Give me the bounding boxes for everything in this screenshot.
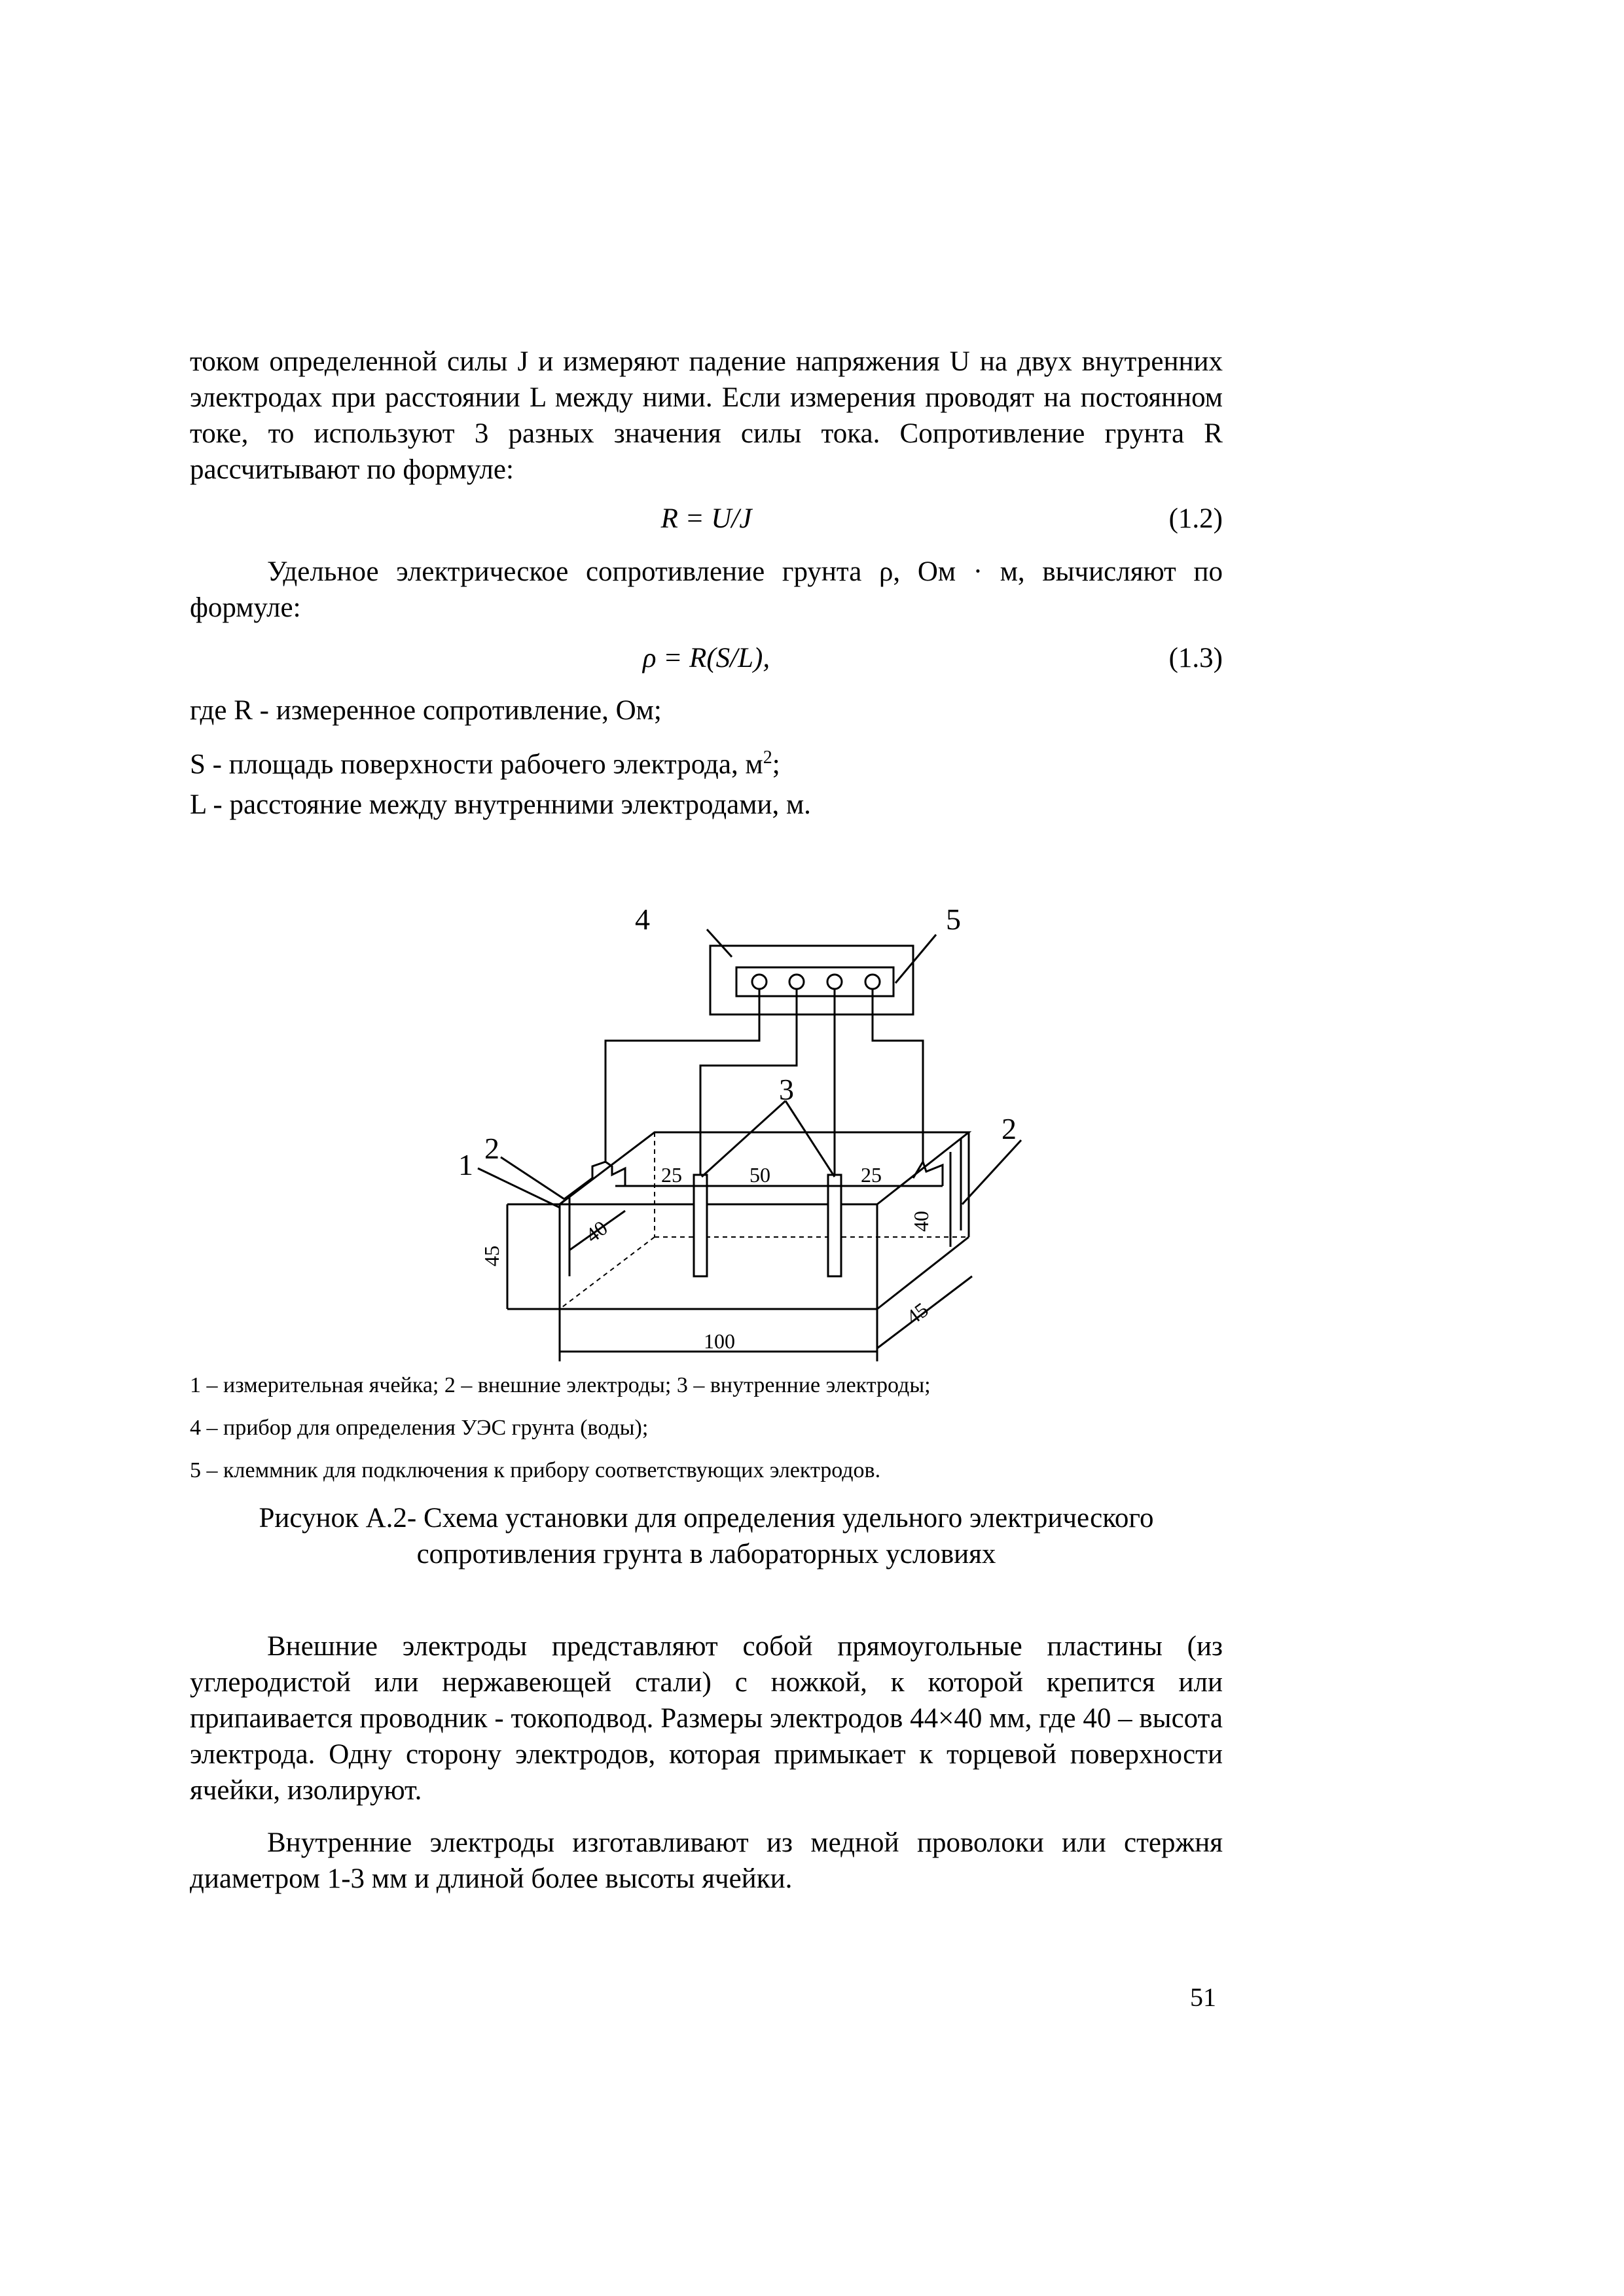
paragraph-inner-electrodes: Внутренние электроды изготавливают из медной проволоки или стержня диаметром 1-3 мм и длиной более высоты ячейки.	[190, 1827, 1223, 1894]
label-3: 3	[779, 1073, 794, 1106]
dim-25-left: 25	[661, 1163, 682, 1187]
formula-resistance-number: (1.2)	[1168, 503, 1223, 534]
formula-resistivity-number: (1.3)	[1168, 643, 1223, 673]
definition-s: S - площадь поверхности рабочего электрода, $м^2$;	[190, 747, 780, 780]
inner-electrode-right	[828, 1175, 841, 1276]
page-number: 51	[1190, 1982, 1216, 2012]
dim-45-height: 45	[480, 1246, 503, 1266]
label-4: 4	[635, 903, 650, 936]
dim-40-right: 40	[909, 1211, 933, 1232]
dim-40-left: 40	[581, 1215, 612, 1247]
definition-l: L - расстояние между внутренними электродами, м.	[190, 789, 811, 820]
definition-r: где R - измеренное сопротивление, Ом;	[190, 695, 662, 726]
figure-caption-line-1: Рисунок А.2- Схема установки для определения удельного электрического	[259, 1503, 1154, 1534]
dim-100: 100	[704, 1329, 735, 1353]
figure-caption-line-2: сопротивления грунта в лабораторных условиях	[416, 1539, 996, 1570]
inner-electrode-left	[694, 1175, 707, 1276]
terminal-4	[865, 975, 880, 989]
dim-45-depth: 45	[901, 1297, 933, 1329]
label-1: 1	[458, 1148, 473, 1181]
legend-line-3: 5 – клеммник для подключения к прибору соответствующих электродов.	[190, 1458, 881, 1482]
paragraph-measurement: током определенной силы J и измеряют падение напряжения U на двух внутренних электродах при расстоянии L между ними. Если измерения проводят на постоянном токе, то используют 3 разных значения силы тока. Сопротивление грунта R рассчитывают по формуле:	[190, 346, 1223, 485]
formula-resistance-expr: R = U/J	[660, 503, 752, 534]
formula-resistivity-expr: ρ = R(S/L),	[642, 643, 770, 673]
dim-50: 50	[749, 1163, 770, 1187]
label-2-right: 2	[1001, 1112, 1017, 1145]
outer-electrode-left	[560, 1196, 569, 1276]
terminal-2	[789, 975, 804, 989]
terminal-1	[752, 975, 767, 989]
label-2-left: 2	[484, 1132, 499, 1165]
legend-line-2: 4 – прибор для определения УЭС грунта (воды);	[190, 1416, 649, 1440]
dim-25-right: 25	[861, 1163, 882, 1187]
legend-line-1: 1 – измерительная ячейка; 2 – внешние электроды; 3 – внутренние электроды;	[190, 1373, 931, 1397]
terminal-3	[827, 975, 842, 989]
label-5: 5	[946, 903, 961, 936]
paragraph-outer-electrodes: Внешние электроды представляют собой прямоугольные пластины (из углеродистой или нержавеющей стали) с ножкой, к которой крепится или припаивается проводник - токоподвод. Размеры электродов 44×40 мм, где 40 – высота электрода. Одну сторону электродов, которая примыкает к торцевой поверхности ячейки, изолируют.	[190, 1631, 1223, 1806]
device-box	[710, 946, 913, 1014]
paragraph-resistivity: Удельное электрическое сопротивление грунта ρ, Ом · м, вычисляют по формуле:	[190, 556, 1223, 623]
